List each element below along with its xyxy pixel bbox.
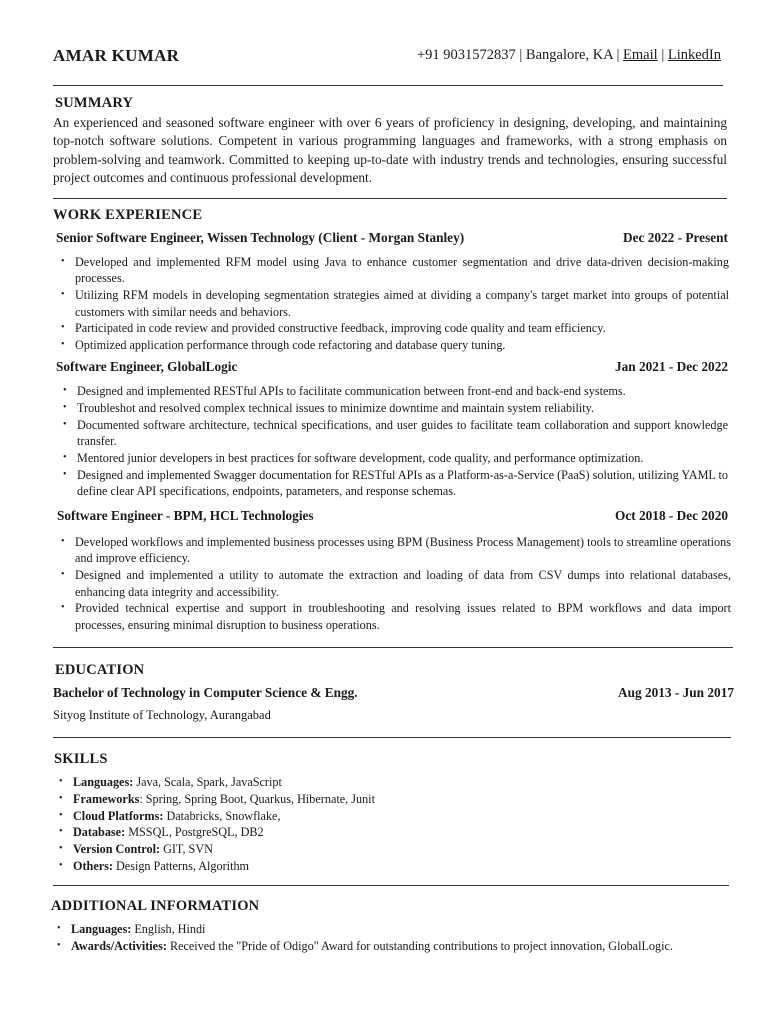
skill-key: Version Control: <box>73 842 161 857</box>
list-item: • Mentored junior developers in best practices for software development, code quality, and performance optimization. <box>57 450 728 466</box>
info-key: Awards/Activities: <box>71 938 167 953</box>
list-item: • Designed and implemented a utility to automate the extraction and loading of data from CSV dumps into relational databases, enhancing data integrity and accessibility. <box>55 567 731 600</box>
skill-value: : Spring, Spring Boot, Quarkus, Hibernate, Junit <box>139 791 375 806</box>
education-dates: Aug 2013 - Jun 2017 <box>618 685 734 700</box>
section-divider <box>53 85 723 86</box>
skill-key: Database: <box>73 825 126 840</box>
job-bullets <box>57 383 728 500</box>
list-item: • Designed and implemented RESTful APIs to facilitate communication between front-end and back-end systems. <box>57 383 728 399</box>
contact-separator: | <box>515 47 526 63</box>
job-dates: Oct 2018 - Dec 2020 <box>615 508 728 523</box>
skill-key: Others: <box>73 858 113 873</box>
section-divider <box>53 198 727 199</box>
institute-name: Sityog Institute of Technology, Aurangabad <box>53 708 271 722</box>
contact-separator: | <box>612 47 624 63</box>
summary-paragraph: An experienced and seasoned software engineer with over 6 years of proficiency in designing, developing, and maintaining top-notch software solutions. Competent in various programming languages and frameworks, with a strong emphasis on problem-solving and teamwork. Committed to keeping up-to-date with industry trends and technologies, ensuring successful project outcomes and continuous professional development. <box>53 115 727 185</box>
list-item: • Provided technical expertise and support in troubleshooting and resolving issues related to BPM workflows and data import processes, ensuring minimal disruption to business operations. <box>55 600 731 633</box>
contact-separator: | <box>657 47 668 63</box>
job-header <box>56 359 728 377</box>
job-title: Senior Software Engineer, Wissen Technology (Client - Morgan Stanley) <box>56 230 465 245</box>
skill-key: Frameworks <box>73 791 140 806</box>
candidate-name: AMAR KUMAR <box>53 46 180 65</box>
linkedin-link[interactable]: LinkedIn <box>667 47 721 63</box>
job-dates: Dec 2022 - Present <box>623 230 728 245</box>
list-item: • Designed and implemented Swagger documentation for RESTful APIs as a Platform-as-a-Service (PaaS) solution, utilizing YAML to define clear API specifications, endpoints, parameters, and response schemas. <box>57 467 728 500</box>
skill-item <box>53 841 653 857</box>
job-header <box>56 230 728 248</box>
skill-item <box>53 791 653 807</box>
skill-item <box>53 808 653 824</box>
list-item: • Troubleshot and resolved complex technical issues to minimize downtime and maintain system reliability. <box>57 400 728 416</box>
summary-heading: SUMMARY <box>55 95 134 111</box>
skill-item <box>53 774 653 790</box>
skill-item <box>53 824 653 840</box>
list-item: • Optimized application performance through code refactoring and database query tuning. <box>55 337 729 353</box>
list-item: • Participated in code review and provided constructive feedback, improving code quality and team efficiency. <box>55 320 729 336</box>
info-key: Languages: <box>71 922 132 936</box>
job-bullets <box>55 254 729 354</box>
resume-header <box>53 46 721 70</box>
work-experience-heading: WORK EXPERIENCE <box>53 207 203 223</box>
skill-value: Design Patterns, Algorithm <box>112 858 250 873</box>
section-divider <box>53 647 733 648</box>
list-item: • Developed and implemented RFM model using Java to enhance customer segmentation and drive data-driven decision-making processes. <box>55 254 729 287</box>
education-header <box>53 685 734 703</box>
contact-line <box>417 47 721 64</box>
skill-key: Languages: <box>73 775 134 789</box>
degree-title: Bachelor of Technology in Computer Science & Engg. <box>53 685 358 700</box>
section-divider <box>53 885 729 886</box>
skills-heading: SKILLS <box>54 751 108 767</box>
skill-value: GIT, SVN <box>160 842 213 857</box>
job-header <box>57 508 728 526</box>
job-bullets <box>55 534 731 634</box>
skills-list <box>53 774 653 875</box>
skill-value: Databricks, Snowflake, <box>163 808 281 823</box>
list-item: • Documented software architecture, technical specifications, and user guides to facilitate team collaboration and support knowledge transfer. <box>57 417 728 450</box>
summary-text <box>53 114 727 187</box>
email-link[interactable]: Email <box>623 47 658 63</box>
skill-value: Java, Scala, Spark, JavaScript <box>133 775 282 789</box>
phone-number: +91 9031572837 <box>416 47 516 63</box>
job-title: Software Engineer - BPM, HCL Technologies <box>57 508 314 523</box>
additional-info-heading: ADDITIONAL INFORMATION <box>51 898 260 914</box>
skill-value: MSSQL, PostgreSQL, DB2 <box>125 825 264 840</box>
location: Bangalore, KA <box>525 47 613 63</box>
skill-key: Cloud Platforms: <box>73 808 164 823</box>
job-dates: Jan 2021 - Dec 2022 <box>614 359 728 374</box>
info-item <box>51 938 681 954</box>
skill-item <box>53 858 653 874</box>
list-item: • Developed workflows and implemented business processes using BPM (Business Process Management) tools to streamline operations and improve efficiency. <box>55 534 731 567</box>
additional-info-list <box>51 921 681 955</box>
education-heading: EDUCATION <box>55 662 145 678</box>
info-item <box>51 921 681 937</box>
info-value: Received the "Pride of Odigo" Award for outstanding contributions to project innovation, GlobalLogic. <box>166 938 673 953</box>
info-value: English, Hindi <box>131 922 206 936</box>
list-item: • Utilizing RFM models in developing segmentation strategies aimed at dividing a company's target market into groups of potential customers with similar needs and behaviors. <box>55 287 729 320</box>
section-divider <box>53 737 731 738</box>
job-title: Software Engineer, GlobalLogic <box>56 359 238 374</box>
